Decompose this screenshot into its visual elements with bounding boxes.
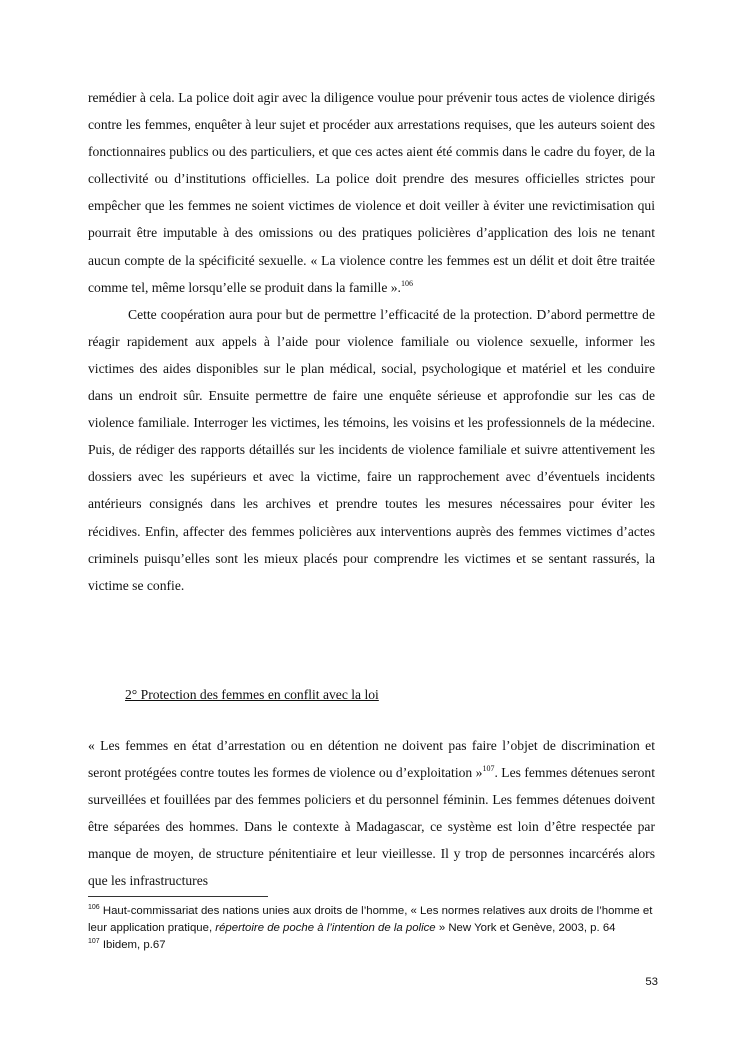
footnotes — [88, 903, 658, 954]
footnote-ref-106: 106 — [400, 278, 413, 288]
paragraph-2: Cette coopération aura pour but de permettre l’efficacité de la protection. D’abord permettre de réagir rapidement aux appels à l’aide pour violence familiale ou violence sexuelle, informer les victimes des aides disponibles sur le plan médical, social, psychologique et matériel et les conduire dans un endroit sûr. Ensuite permettre de faire une enquête sérieuse et approfondie sur les cas de violence familiale. Interroger les victimes, les témoins, les voisins et les professionnels de la médecine. Puis, de rédiger des rapports détaillés sur les incidents de violence familiale et suivre attentivement les dossiers avec les supérieurs et avec la victime, faire un rapprochement avec d’éventuels incidents antérieurs consignés dans les archives et prendre toutes les mesures nécessaires pour éviter les récidives. Enfin, affecter des femmes policières aux interventions auprès des femmes victimes d’actes criminels puisqu’elles sont les mieux placés pour comprendre les victimes et se sentant rassurés, la victime se confie. — [88, 306, 655, 593]
footnote-106: $^{106}$ Haut-commissariat des nations unies aux droits de l’homme, « Les normes relatives aux droits de l’homme et leur application pratique, répertoire de poche à l’intention de la police » New York et Genève, 2003, p. 64 — [88, 904, 653, 934]
main-text-block — [88, 84, 655, 599]
footnote-divider — [88, 896, 268, 897]
footnote-ref-107: 107 — [482, 764, 495, 774]
paragraph-3: « Les femmes en état d’arrestation ou en détention ne doivent pas faire l’objet de discrimination et seront protégées contre toutes les formes de violence ou d’exploitation »$^{107}$. Les femmes détenues seront surveillées et fouillées par des femmes policiers et du personnel féminin. Les femmes détenues doivent être séparées des hommes. Dans le contexte à Madagascar, ce système est loin d’être respectée par manque de moyen, de structure pénitentiaire et leur vieillesse. Il y trop de personnes incarcérés alors que les infrastructures — [88, 738, 655, 889]
paragraph-1: remédier à cela. La police doit agir avec la diligence voulue pour prévenir tous actes de violence dirigés contre les femmes, enquêter à leur sujet et procéder aux arrestations requises, que les auteurs soient des fonctionnaires publics ou des particuliers, et que ces actes aient été commis dans le cadre du foyer, de la collectivité ou d’institutions officielles. La police doit prendre des mesures officielles strictes pour empêcher que les femmes ne soient victimes de violence et doit veiller à éviter une revictimisation qui pourrait être imputable à des omissions ou des pratiques policières d’application des lois ne tenant aucun compte de la spécificité sexuelle. « La violence contre les femmes est un délit et doit être traitée comme tel, même lorsqu’elle se produit dans la famille ».$^{106}$ — [88, 90, 655, 295]
section-text-block — [88, 732, 655, 895]
footnote-107: $^{107}$ Ibidem, p.67 — [88, 938, 166, 951]
section-heading: 2° Protection des femmes en conflit avec la loi — [125, 687, 379, 702]
page-number: 53 — [645, 976, 658, 988]
